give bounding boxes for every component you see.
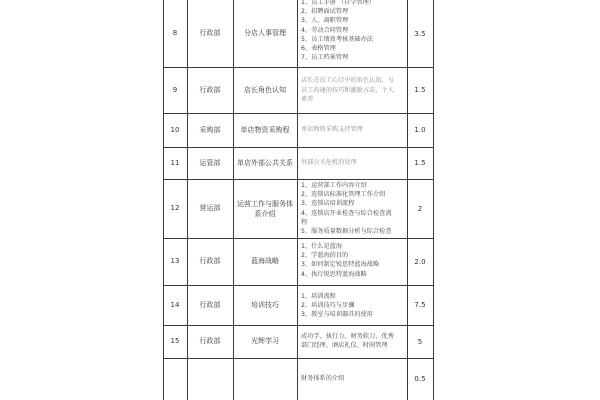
content-line: 1、培训流程 — [301, 293, 336, 300]
hours-cell: 2.0 — [414, 257, 426, 266]
department-cell: 行政部 — [199, 29, 221, 37]
table-border — [433, 0, 434, 400]
row-number: 14 — [170, 300, 180, 309]
course-content — [301, 181, 392, 236]
content-line: 素养 — [301, 96, 314, 103]
hours-cell: 3.5 — [414, 29, 426, 38]
content-line: 4、劳动合同管理 — [301, 26, 349, 34]
hours-cell: 1.5 — [414, 159, 426, 167]
row-number: 11 — [170, 158, 180, 167]
content-line: 7、员工档案管理 — [301, 54, 349, 62]
course-title — [233, 179, 297, 238]
hours-cell: 5 — [417, 337, 423, 346]
hours-cell: 2 — [417, 204, 423, 213]
department-cell: 行政部 — [199, 337, 221, 345]
course-content — [301, 242, 379, 279]
content-line: 4、连锁店开业检查与综合检查流 — [301, 209, 392, 217]
row-number: 8 — [172, 29, 178, 37]
course-content — [301, 292, 373, 320]
department-cell: 行政部 — [199, 300, 221, 309]
department-cell: 采购部 — [199, 125, 221, 134]
hours-cell: 1.0 — [414, 126, 426, 134]
course-title: 培训技巧 — [251, 300, 279, 309]
content-line: 3、教室与培训器具的使用 — [301, 311, 373, 319]
course-content — [301, 374, 344, 383]
content-line: 1、员工手册 （自学管理） — [301, 0, 375, 6]
department-cell: 行政部 — [199, 257, 221, 265]
hours-cell: 7.5 — [414, 301, 426, 309]
content-line: 3、人、离职管理 — [301, 17, 349, 25]
content-line: 2、招聘面试管理 — [301, 8, 349, 16]
content-line: 4、执行锐思特蓝海战略 — [301, 270, 367, 278]
row-number: 15 — [170, 337, 180, 345]
content-line: 店长在员工心目中的角色认知，与 — [301, 77, 394, 84]
content-line: 部门经理、酒店礼仪、时间管理 — [301, 342, 388, 350]
content-line: 2、培训技巧与步骤 — [301, 302, 355, 310]
course-title: 单店外部公共关系 — [237, 158, 293, 167]
content-line: 2、学蓝海的目的 — [301, 252, 349, 260]
content-line: 1、运营部工作内容介绍 — [301, 182, 367, 189]
table-border — [297, 0, 298, 400]
course-title-line: 运营工作与服务体 — [237, 199, 293, 208]
row-number: 9 — [172, 85, 178, 94]
department-cell: 行政部 — [199, 85, 221, 94]
content-line: 成功学、执行力、财务软刀、优秀 — [301, 333, 394, 340]
course-content — [301, 158, 357, 168]
row-divider — [163, 358, 434, 359]
department-cell: 运管部 — [199, 158, 221, 167]
course-title-line: 系介绍 — [254, 209, 276, 218]
content-line: 5、服务质量数据分析与综合检查 — [301, 228, 392, 236]
course-title: 单店物资采购程 — [240, 125, 290, 134]
course-title: 分店人事管理 — [244, 29, 286, 37]
course-title: 蓝海战略 — [251, 257, 279, 265]
row-number: 13 — [170, 257, 180, 265]
content-line: 1、什么是蓝海 — [301, 243, 343, 250]
content-line: 5、员工绩效考核基础办法 — [301, 35, 373, 43]
content-line: 3、连锁店培训流程 — [301, 200, 355, 208]
content-line: 单店物资采购支持管理 — [301, 126, 363, 133]
course-content — [301, 76, 394, 105]
row-number: 10 — [170, 125, 180, 134]
content-line: 2、连锁店标准化管理工作介绍 — [301, 191, 386, 199]
course-title: 店长角色认知 — [244, 85, 286, 94]
content-line: 财务体系的介绍 — [301, 375, 345, 382]
hours-cell: 0.5 — [414, 375, 426, 383]
hours-cell: 1.5 — [414, 86, 426, 94]
course-content — [301, 125, 363, 135]
content-line: 外部公关危机的处理 — [301, 159, 357, 166]
course-title: 光辉学习 — [251, 337, 279, 345]
course-content — [301, 0, 375, 62]
department-cell: 营运部 — [199, 204, 221, 212]
content-line: 3、如何制定锐思特蓝海战略 — [301, 261, 380, 269]
content-line: 6、表格管理 — [301, 45, 336, 53]
course-content — [301, 332, 394, 350]
content-line: 员工沟通的技巧和激励方法，个人 — [301, 86, 394, 94]
content-line: 程 — [301, 218, 308, 226]
row-number: 12 — [170, 204, 180, 212]
